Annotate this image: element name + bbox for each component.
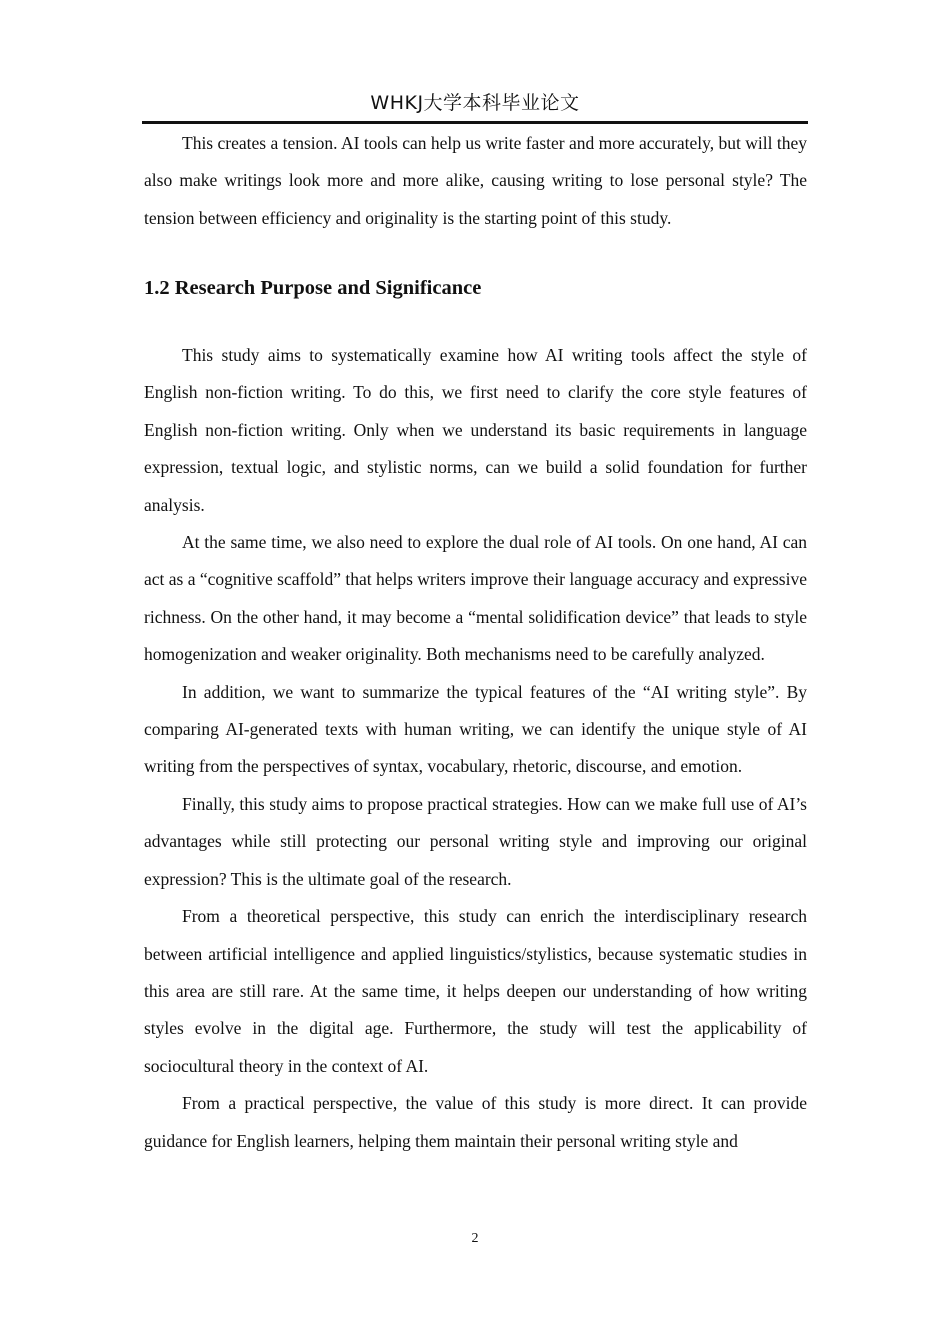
- paragraph: In addition, we want to summarize the typical features of the “AI writing style”. By comparing AI-generated texts with human writing, we can identify the unique style of AI writing from the perspectives of syntax, vocabulary, rhetoric, discourse, and emotion.: [144, 681, 807, 777]
- section-heading: 1.2 Research Purpose and Significance: [144, 277, 482, 299]
- header-divider: [142, 121, 808, 124]
- paragraph: From a theoretical perspective, this study can enrich the interdisciplinary research between artificial intelligence and applied linguistics/stylistics, because systematic studies in this area are still rare. At the same time, it helps deepen our understanding of how writing styles evolve in the digital age. Furthermore, the study will test the applicability of sociocultural theory in the context of AI.: [144, 906, 807, 1076]
- paragraph: Finally, this study aims to propose practical strategies. How can we make full use of AI’s advantages while still protecting our personal writing style and improving our original expression? This is the ultimate goal of the research.: [144, 793, 807, 889]
- intro-text-block: [144, 125, 807, 237]
- running-header-title: WHKJ大学本科毕业论文: [370, 92, 580, 114]
- paragraph: From a practical perspective, the value of this study is more direct. It can provide guidance for English learners, helping them maintain their personal writing style and: [144, 1093, 807, 1151]
- paragraph: This creates a tension. AI tools can help us write faster and more accurately, but will they also make writings look more and more alike, causing writing to lose personal style? The tension between efficiency and originality is the starting point of this study.: [144, 133, 807, 228]
- paragraph: This study aims to systematically examine how AI writing tools affect the style of English non-fiction writing. To do this, we first need to clarify the core style features of English non-fiction writing. Only when we understand its basic requirements in language expression, textual logic, and stylistic norms, can we build a solid foundation for further analysis.: [144, 345, 807, 515]
- page-number: 2: [471, 1231, 479, 1246]
- paragraph: At the same time, we also need to explore the dual role of AI tools. On one hand, AI can act as a “cognitive scaffold” that helps writers improve their language accuracy and expressive richness. On the other hand, it may become a “mental solidification device” that leads to style homogenization and weaker originality. Both mechanisms need to be carefully analyzed.: [144, 532, 807, 665]
- section-text-block: [144, 337, 807, 1160]
